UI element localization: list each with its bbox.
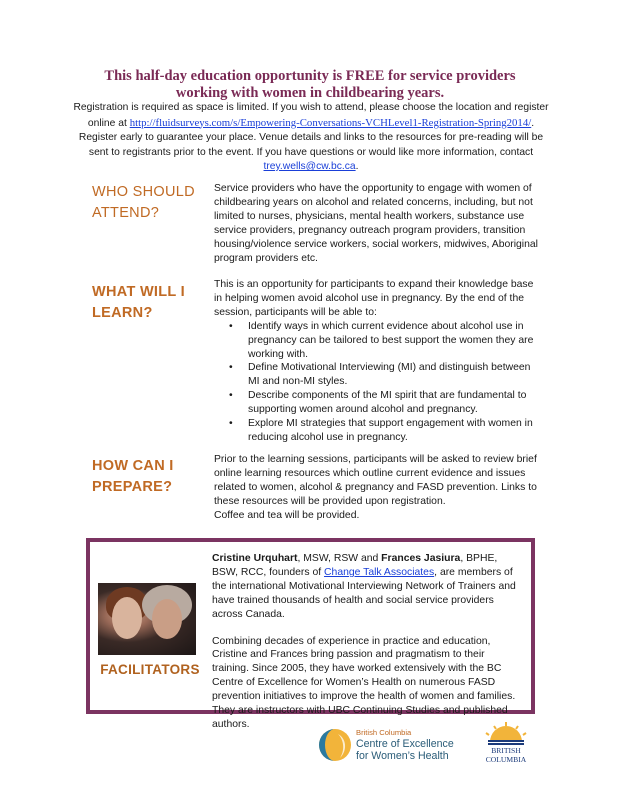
list-item	[214, 417, 542, 445]
bullet-icon: •	[229, 418, 233, 430]
heading-line: HOW CAN I	[92, 458, 174, 474]
intro-end: .	[355, 161, 359, 172]
intro-text: Registration is required as space is limited. If you wish to attend, please choose the location and register online at	[73, 102, 549, 129]
facilitator-name: Cristine Urquhart	[212, 553, 298, 564]
photo-shape	[152, 599, 182, 639]
list-item	[214, 389, 542, 417]
list-item	[214, 320, 542, 362]
coe-name	[356, 738, 454, 762]
headline-line-2: working with women in childbearing years.	[175, 85, 445, 101]
learning-objectives-list	[214, 320, 542, 445]
bc-name-line: BRITISH	[491, 746, 521, 755]
photo-shape	[112, 597, 142, 639]
list-item-text: Describe components of the MI spirit that are fundamental to supporting women around alcohol and pregnancy.	[248, 390, 527, 416]
paragraph-text: , are members of the international Motivational Interviewing Network of Trainers and have trained thousands of health and social service providers across Canada.	[212, 566, 516, 620]
facilitator-credentials: , BPHE, BSW, RCC, founders of	[212, 553, 498, 578]
bc-sun-icon	[478, 720, 534, 746]
list-item-text: Explore MI strategies that support engagement with women in reducing alcohol use in pregnancy.	[248, 418, 533, 443]
facilitators-paragraph-1	[212, 552, 524, 622]
heading-line: WHAT WILL I	[92, 284, 185, 300]
coe-name-line: Centre of Excellence	[356, 738, 454, 750]
facilitators-photo	[98, 583, 196, 655]
intro-text-2: . Register early to guarantee your place. Venue details and links to the resources for pre-reading will be sent to registrants prior to the event. If you have questions or would like more information, contact	[78, 117, 544, 158]
list-item-text: Identify ways in which current evidence about alcohol use in pregnancy can be tailored to best support the women they are working with.	[248, 320, 534, 360]
headline-line-1: This half-day education opportunity is FREE for service providers	[104, 68, 516, 84]
change-talk-associates-link[interactable]: Change Talk Associates	[324, 566, 435, 578]
heading-line: LEARN?	[92, 305, 153, 321]
facilitators-heading: FACILITATORS	[100, 662, 200, 677]
coe-name-line: for Women’s Health	[356, 750, 449, 762]
coffee-note: Coffee and tea will be provided.	[214, 509, 360, 521]
bullet-icon: •	[229, 362, 233, 374]
heading-line: PREPARE?	[92, 479, 173, 495]
list-item	[214, 361, 542, 389]
heading-line: ATTEND?	[92, 205, 160, 221]
facilitators-body	[212, 552, 524, 745]
coe-mark-icon	[318, 728, 352, 762]
british-columbia-logo	[478, 720, 534, 768]
how-can-i-prepare-body	[214, 453, 542, 523]
who-should-attend-body	[214, 182, 542, 265]
facilitator-credentials: , MSW, RSW and	[297, 553, 382, 564]
contact-email-link[interactable]: trey.wells@cw.bc.ca	[263, 161, 356, 172]
what-will-i-learn-body	[214, 278, 542, 445]
coe-small-text: British Columbia	[356, 728, 412, 737]
facilitator-name: Frances Jasiura	[381, 553, 461, 564]
registration-link[interactable]: http://fluidsurveys.com/s/Empowering-Conversations-VCHLevel1-Registration-Spring2014/	[129, 116, 532, 129]
heading-line: WHO SHOULD	[92, 184, 195, 200]
bc-name-line: COLUMBIA	[485, 755, 527, 764]
who-should-attend-heading	[92, 182, 202, 224]
who-paragraph: Service providers who have the opportunity to engage with women of childbearing years on alcohol and related concerns, including, but not limited to nurses, physicians, mental health workers, substance use service providers, pregnancy outreach program providers, transition housing/violence service workers, social workers, midwives, Aboriginal program providers etc.	[214, 183, 538, 264]
what-will-i-learn-heading	[92, 282, 202, 324]
headline	[60, 68, 560, 102]
learn-intro: This is an opportunity for participants to expand their knowledge base in helping women avoid alcohol use in pregnancy. By the end of the session, participants will be able to:	[214, 279, 534, 318]
bullet-icon: •	[229, 390, 233, 402]
how-can-i-prepare-heading	[92, 456, 202, 498]
centre-of-excellence-logo	[318, 728, 468, 764]
list-item-text: Define Motivational Interviewing (MI) and distinguish between MI and non-MI styles.	[248, 362, 531, 388]
prepare-paragraph: Prior to the learning sessions, participants will be asked to review brief online learning resources which outline current evidence and issues related to women, alcohol & pregnancy and FASD prevention. Links to these resources will be provided upon registration.	[214, 454, 537, 507]
bc-name	[478, 746, 534, 764]
bullet-icon: •	[229, 320, 233, 332]
facilitators-paragraph-2: Combining decades of experience in practice and education, Cristine and Frances bring passion and pragmatism to their training. Since 2005, they have worked extensively with the BC Centre of Excellence for Women’s Health on numerous FASD prevention initiatives to improve the health of women and families. They are instructors with UBC Continuing Studies and published authors.	[212, 635, 516, 730]
registration-intro	[70, 101, 552, 175]
